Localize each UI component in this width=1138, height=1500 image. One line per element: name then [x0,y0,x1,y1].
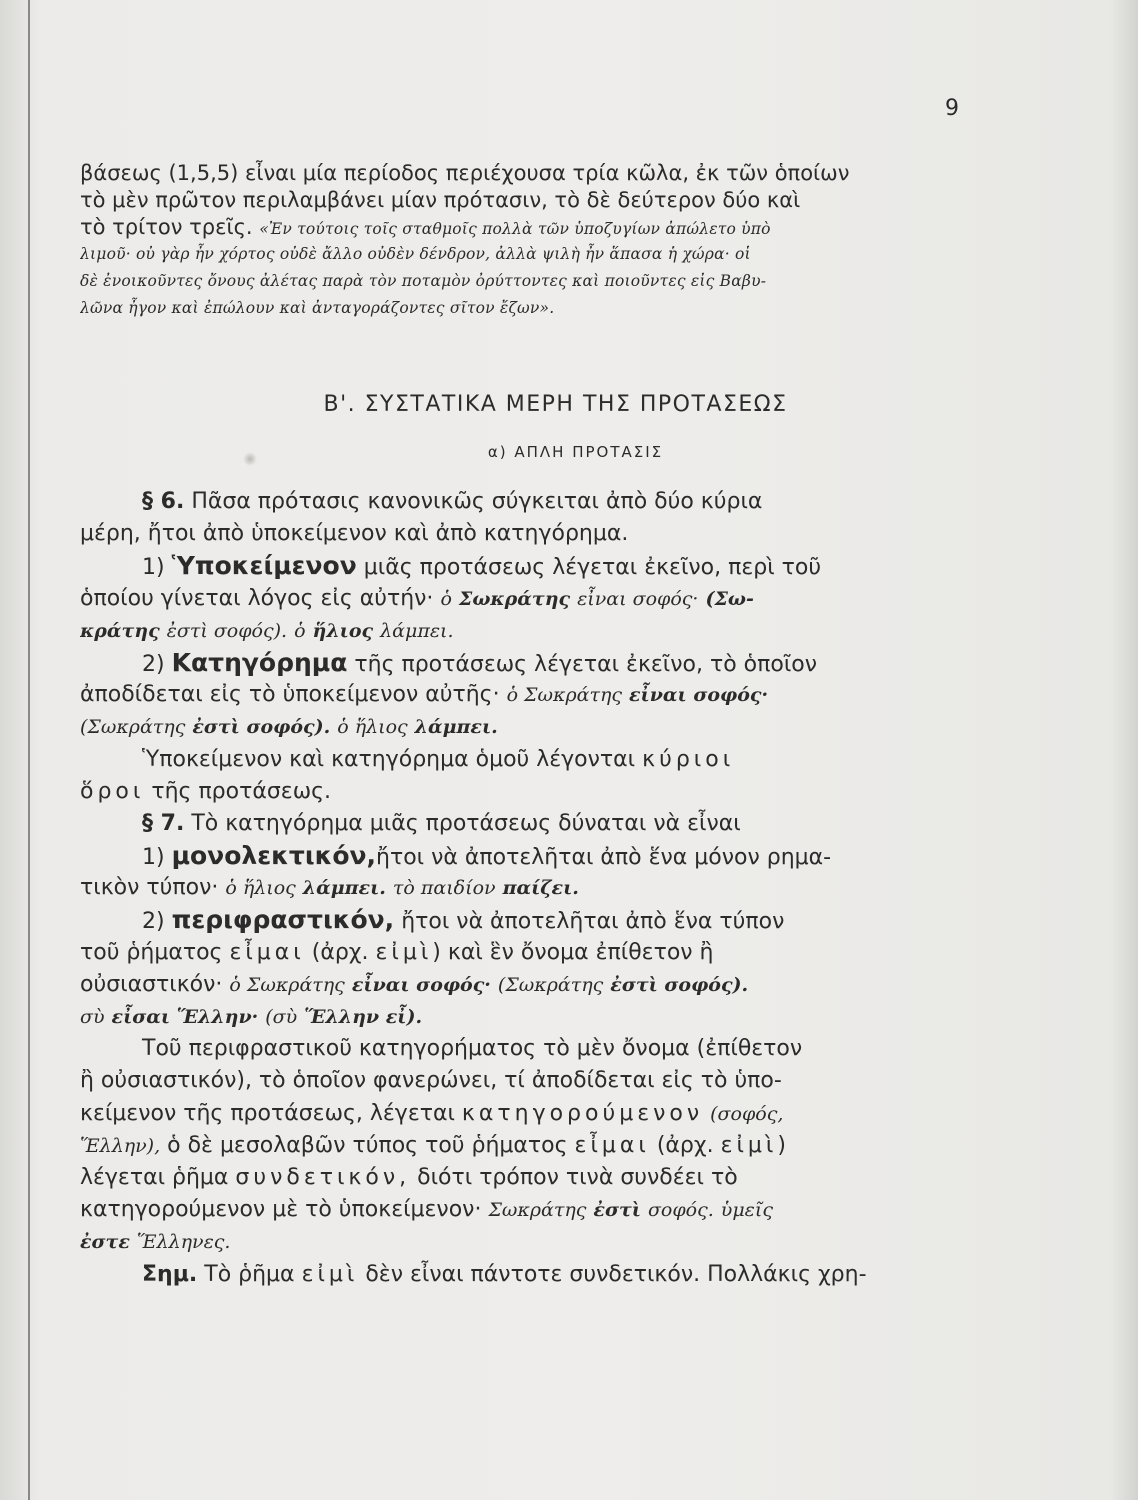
note-mark: Σημ. [142,1261,198,1287]
item2-example-subject-2: (Σωκράτης [80,716,186,739]
para-example-4: ἐστὶ [593,1199,641,1222]
para-text-7: κατηγορούμενον μὲ τὸ ὑποκείμενον· [80,1197,482,1223]
item1-num: 1) [142,555,165,581]
item3-example-2: τὸ παιδίον [392,877,496,900]
terms-text-2: τῆς προτάσεως. [151,778,332,804]
para-line-6 [80,1194,975,1226]
para-example-1: (σοφός, [710,1102,784,1125]
item1-term: Ὑποκείμενον [171,551,357,581]
para-text-6: διότι τρόπον τινὰ συνδέει τὸ [417,1164,738,1190]
terms-line-2 [80,776,975,808]
item4-line-2 [80,937,975,969]
item3-line-2 [80,872,975,904]
page-edge-shadow [28,0,30,1500]
item2-term: Κατηγόρημα [171,647,348,677]
subsection-heading: α) ΑΠΛΗ ΠΡΟΤΑΣΙΣ [487,443,664,461]
para-example-8: Ἕλληνες. [136,1231,231,1254]
s7-text-1: Τὸ κατηγόρημα μιᾶς προτάσεως δύναται νὰ εἶναι [191,810,741,836]
item4-spaced-verb: εἶμαι [229,939,305,965]
item2-example-predicate-2: ἐστὶ σοφός). [192,716,331,739]
item2-text-2: ἀποδίδεται εἰς τὸ ὑποκείμενον αὐτῆς· [80,682,500,708]
note-spaced-verb: εἰμὶ [301,1261,359,1287]
item4-example-7: (σὺ [265,1006,298,1028]
item2-num: 2) [142,651,165,677]
para-example-5: σοφός. [647,1199,714,1222]
item1-example-subject-2: (Σω- [705,587,754,610]
item4-example-1: ὁ Σωκράτης [229,973,345,996]
item2-line-2 [80,679,975,711]
para-line-3 [80,1098,975,1130]
item1-example-article-2: ὁ [294,619,306,642]
para-text-4: ὁ δὲ μεσολαβῶν τύπος τοῦ ῥήματος [167,1132,568,1158]
note-text-1: Τὸ ῥῆμα [204,1261,295,1287]
para-example-7: ἐστε [80,1231,130,1254]
item4-example-3: (Σωκράτης [497,973,604,996]
item3-text-1: ἤτοι νὰ ἀποτελῆται ἀπὸ ἕνα μόνον ρημα- [376,845,832,871]
item4-text-1: ἤτοι νὰ ἀποτελῆται ἀπὸ ἕνα τύπον [401,909,785,935]
item2-text-1: τῆς προτάσεως λέγεται ἐκεῖνο, τὸ ὁποῖον [354,651,818,677]
item1-line-3 [80,615,975,647]
item3-term: μονολεκτικόν, [171,841,377,871]
para-line-4 [80,1130,975,1162]
item1-example-subject-3: ἥλιος [312,619,374,642]
para-spaced-verb: εἶμαι [574,1132,650,1158]
item4-num: 2) [142,909,165,935]
item3-example-1: ὁ ἥλιος [225,877,296,900]
terms-spaced-2: ὅροι [80,778,145,804]
para-example-2: Ἕλλην), [80,1134,161,1157]
item3-line-1 [80,840,975,872]
para-line-7 [80,1226,975,1258]
item1-text-2: ὁποίου γίνεται λόγος εἰς αὐτήν· [80,585,434,611]
item4-example-4: ἐστὶ σοφός). [610,973,749,996]
main-text [80,486,975,1291]
para-spaced-verb-2: εἰμὶ) [720,1132,790,1158]
item1-example-predicate: εἶναι σοφός· [577,587,699,610]
item2-example-subject-3: ὁ ἥλιος [337,716,408,739]
item3-num: 1) [142,845,165,871]
terms-spaced-1: κύριοι [642,746,735,772]
intro-quote-start: «Ἐν τούτοις τοῖς σταθμοῖς πολλὰ τῶν ὑποζυγίων ἀπώλετο ὑπὸ [259,220,771,238]
item1-example-predicate-2: ἐστὶ σοφός). [166,619,288,642]
item4-line-4 [80,1001,975,1033]
intro-line-3-text: τὸ τρίτον τρεῖς. [80,215,253,239]
page-number: 9 [945,96,959,121]
intro-quote-line-6: λῶνα ἦγον καὶ ἐπώλουν καὶ ἀνταγοράζοντες σῖτον ἔζων». [80,299,555,317]
item4-text-2: τοῦ ῥήματος [80,939,223,965]
s6-line-2: μέρη, ἤτοι ἀπὸ ὑποκείμενον καὶ ἀπὸ κατηγόρημα. [80,521,629,547]
para-example-6: ὑμεῖς [720,1199,773,1222]
item2-line-3 [80,711,975,743]
para-example-3: Σωκράτης [488,1199,587,1222]
para-text-5: λέγεται ῥῆμα [80,1164,229,1190]
item4-abbrev: (ἀρχ. [311,939,369,965]
item3-example-verb-1: λάμπει. [302,877,386,900]
intro-quote-line-5: δὲ ἐνοικοῦντες ὄνους ἀλέτας παρὰ τὸν ποταμὸν ὀρύττοντες καὶ ποιοῦντες εἰς Βαβυ- [80,272,767,290]
intro-paragraph [80,160,975,322]
terms-line-1 [80,744,975,776]
para-line-5 [80,1162,975,1194]
item2-example-predicate: εἶναι σοφός· [628,684,769,707]
item4-example-8: Ἕλλην εἶ). [304,1006,423,1028]
intro-line-2: τὸ μὲν πρῶτον περιλαμβάνει μίαν πρότασιν, τὸ δὲ δεύτερον δύο καὶ [80,188,801,212]
item4-text-4: οὐσιαστικόν· [80,971,223,997]
item4-example-6: εἶσαι Ἕλλην· [111,1006,259,1028]
para-line-2: ἢ οὐσιαστικόν), τὸ ὁποῖον φανερώνει, τί ἀποδίδεται εἰς τὸ ὑπο- [80,1068,782,1094]
item4-example-5: σὺ [80,1006,105,1028]
item3-text-2: τικὸν τύπον· [80,875,219,901]
s7-line-1 [80,808,975,840]
item4-line-1 [80,904,975,936]
item1-example-subject-2b: κράτης [80,619,160,642]
para-line-1: Τοῦ περιφραστικοῦ κατηγορήματος τὸ μὲν ὄνομα (ἐπίθετον [142,1036,803,1062]
section-heading: Β'. ΣΥΣΤΑΤΙΚΑ ΜΕΡΗ ΤΗΣ ΠΡΟΤΑΣΕΩΣ [323,392,788,417]
s7-mark: § 7. [142,810,185,836]
para-spaced-term: κατηγορούμενον [461,1100,704,1126]
item4-text-3: ) καὶ ἓν ὄνομα ἐπίθετον ἢ [432,939,714,965]
intro-quote-line-4: λιμοῦ· οὐ γὰρ ἦν χόρτος οὐδὲ ἄλλο οὐδὲν δένδρον, ἀλλὰ ψιλὴ ἦν ἅπασα ἡ χώρα· οἱ [80,245,751,263]
s6-text-1: Πᾶσα πρότασις κανονικῶς σύγκειται ἀπὸ δύο κύρια [191,489,763,514]
item1-example-verb: λάμπει. [380,619,454,642]
item1-example-subject: Σωκράτης [458,587,571,610]
s6-line-1 [80,486,975,518]
intro-line-3 [80,214,975,241]
item2-example-verb: λάμπει. [414,716,498,739]
para-text-3: κείμενον τῆς προτάσεως, λέγεται [80,1100,455,1126]
item2-example-subject: ὁ Σωκράτης [506,684,622,707]
item4-example-2: εἶναι σοφός· [351,973,491,996]
note-line-1 [80,1259,975,1291]
item1-text-1: μιᾶς προτάσεως λέγεται ἐκεῖνο, περὶ τοῦ [363,555,822,581]
para-abbrev: (ἀρχ. [656,1132,714,1158]
s6-mark: § 6. [142,489,185,514]
intro-line-1: βάσεως (1,5,5) εἶναι μία περίοδος περιέχουσα τρία κῶλα, ἐκ τῶν ὁποίων [80,161,850,185]
item4-spaced-verb-2: εἰμὶ [375,939,433,965]
item1-example-article: ὁ [440,587,452,610]
note-text-2: δὲν εἶναι πάντοτε συνδετικόν. Πολλάκις χρη- [365,1261,867,1287]
item1-line-2 [80,583,975,615]
item4-line-3 [80,969,975,1001]
item3-example-verb-2: παίζει. [502,877,579,900]
item1-line-1 [80,550,975,582]
para-spaced-term-2: συνδετικόν, [235,1164,411,1190]
terms-text-1: Ὑποκείμενον καὶ κατηγόρημα ὁμοῦ λέγονται [142,746,636,772]
item2-line-1 [80,647,975,679]
item4-term: περιφραστικόν, [171,905,395,935]
